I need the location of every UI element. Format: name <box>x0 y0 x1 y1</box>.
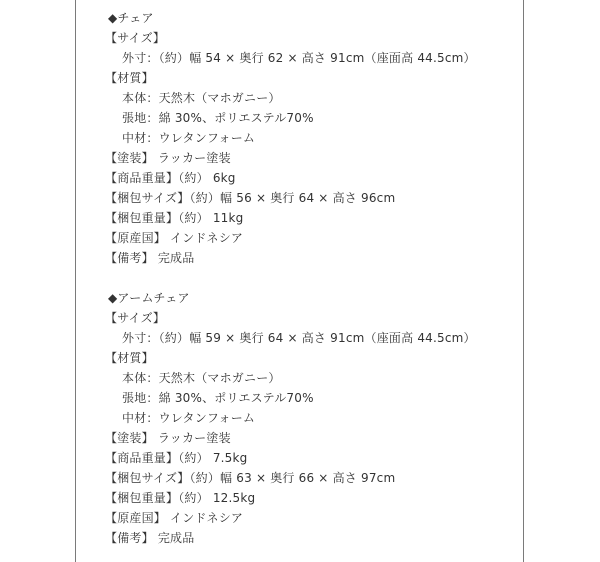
section-title: ◆アームチェア <box>108 291 190 305</box>
spec-finish: 【塗装】 ラッカー塗装 <box>105 431 231 445</box>
spec-section-chair <box>105 8 515 268</box>
spec-origin: 【原産国】 インドネシア <box>105 231 244 245</box>
spec-product-weight: 【商品重量】（約） 6kg <box>105 171 236 185</box>
spec-material-upholstery: 張地：綿 30%、ポリエステル70% <box>122 111 314 125</box>
spec-document <box>105 8 515 548</box>
spec-size-label: 【サイズ】 <box>105 311 166 325</box>
spec-material-label: 【材質】 <box>105 351 154 365</box>
spec-section-armchair <box>105 288 515 548</box>
section-title: ◆チェア <box>108 11 154 25</box>
spec-material-filling: 中材：ウレタンフォーム <box>122 411 256 425</box>
spec-outer-size: 外寸：（約）幅 59 × 奥行 64 × 高さ 91cm（座面高 44.5cm） <box>122 331 476 345</box>
spec-material-body: 本体：天然木（マホガニー） <box>122 91 281 105</box>
spec-outer-size: 外寸：（約）幅 54 × 奥行 62 × 高さ 91cm（座面高 44.5cm） <box>122 51 476 65</box>
spec-finish: 【塗装】 ラッカー塗装 <box>105 151 231 165</box>
spec-size-label: 【サイズ】 <box>105 31 166 45</box>
spec-notes: 【備考】 完成品 <box>105 531 195 545</box>
spec-product-weight: 【商品重量】（約） 7.5kg <box>105 451 248 465</box>
spec-material-upholstery: 張地：綿 30%、ポリエステル70% <box>122 391 314 405</box>
spec-package-size: 【梱包サイズ】（約）幅 63 × 奥行 66 × 高さ 97cm <box>105 471 396 485</box>
spec-package-weight: 【梱包重量】（約） 11kg <box>105 211 244 225</box>
spec-notes: 【備考】 完成品 <box>105 251 195 265</box>
spec-material-filling: 中材：ウレタンフォーム <box>122 131 256 145</box>
spec-package-size: 【梱包サイズ】（約）幅 56 × 奥行 64 × 高さ 96cm <box>105 191 396 205</box>
spec-material-body: 本体：天然木（マホガニー） <box>122 371 281 385</box>
spec-package-weight: 【梱包重量】（約） 12.5kg <box>105 491 256 505</box>
spec-material-label: 【材質】 <box>105 71 154 85</box>
spec-origin: 【原産国】 インドネシア <box>105 511 244 525</box>
